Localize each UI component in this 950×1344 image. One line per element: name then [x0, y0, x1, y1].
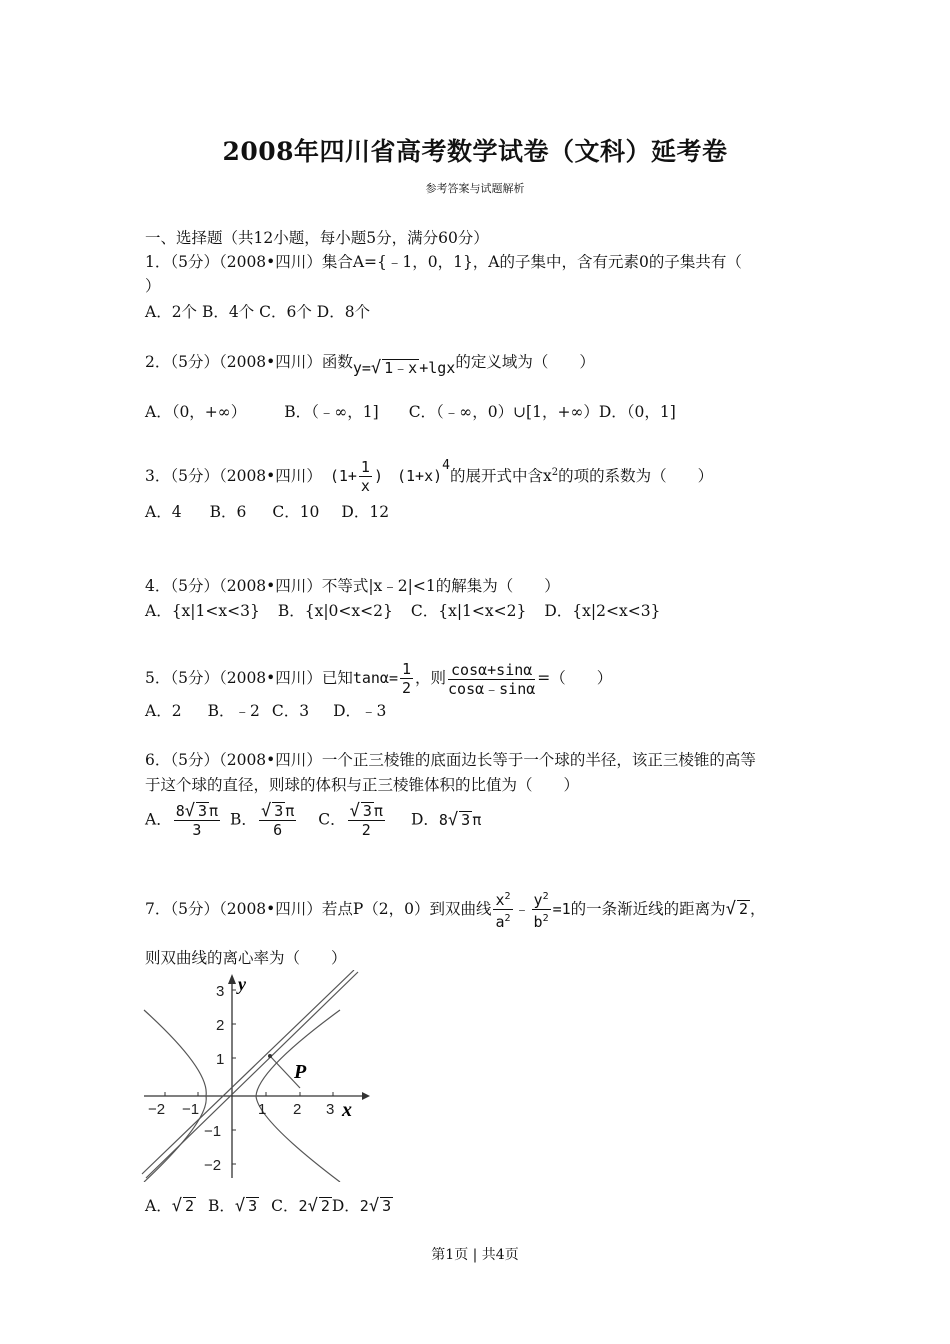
q3-formula	[329, 458, 450, 495]
q7-options	[145, 1196, 393, 1216]
q3-option-b: B．6	[209, 503, 247, 521]
sqrt-symbol: √	[260, 801, 272, 821]
q2-option-a: A．（0，+∞）	[145, 403, 247, 421]
x-tick-label: 3	[326, 1101, 335, 1118]
q7-stem	[145, 888, 765, 931]
q5-tan-denominator: 2	[401, 679, 412, 697]
q7-a-radicand: 2	[184, 1197, 194, 1215]
q4-stem: 4．（5分）（2008•四川）不等式|x﹣2|<1的解集为（ ）	[145, 577, 560, 595]
q6-option-d-label: D．	[410, 810, 439, 829]
q6-c-radicand: 3	[362, 802, 372, 820]
q7-d-coef: 2	[359, 1197, 369, 1215]
q6-option-a	[174, 802, 220, 839]
q7-stem-line2: 则双曲线的离心率为（ ）	[145, 949, 347, 967]
q7-option-d-label: D．	[331, 1197, 360, 1215]
y-tick-label: −1	[204, 1123, 222, 1140]
q5-stem	[145, 660, 612, 698]
q3-exponent: 4	[442, 458, 450, 473]
x-tick-label: −2	[148, 1101, 166, 1118]
q6-a-radicand: 3	[197, 802, 208, 820]
q3-f2: (1+x)	[396, 467, 443, 485]
q6-d-radicand: 3	[461, 810, 471, 829]
q7-comma: ，	[749, 900, 766, 918]
q5-fraction	[448, 661, 535, 698]
q6-a-pi: π	[209, 802, 219, 820]
q3-suffix-a: 的展开式中含x	[449, 467, 552, 485]
q6-a-coef: 8	[175, 802, 185, 820]
q6-c-denominator: 2	[361, 821, 371, 839]
q3-f1-open: (1+	[329, 467, 357, 485]
q2-option-c: C．（﹣∞，0）∪[1，+∞）	[408, 403, 599, 421]
q7-x-sq: 2	[504, 891, 511, 902]
q6-option-d	[439, 811, 481, 829]
q3-suffix-exp: 2	[551, 466, 559, 478]
q6-stem-line1: 6．（5分）（2008•四川）一个正三棱锥的底面边长等于一个球的半径，该正三棱锥的高等	[145, 751, 756, 769]
q7-d-radicand: 3	[382, 1197, 392, 1215]
q6-c-pi: π	[373, 802, 383, 820]
q7-c-radicand: 2	[320, 1197, 330, 1215]
hyperbola-figure	[140, 970, 370, 1182]
q7-b: b	[533, 913, 543, 931]
q2-stem	[145, 352, 595, 378]
page-subtitle: 参考答案与试题解析	[425, 182, 525, 195]
q6-option-c	[348, 802, 385, 839]
q2-option-b: B．（﹣∞，1]	[284, 403, 379, 421]
q6-d-coef: 8	[438, 810, 448, 829]
q5-option-d: D．﹣3	[333, 702, 387, 720]
q7-x-num: x	[495, 891, 505, 909]
x-tick-label: 2	[293, 1101, 302, 1118]
q7-b-radicand: 3	[248, 1197, 258, 1215]
q6-b-denominator: 6	[273, 821, 283, 839]
q2-option-d: D．（0，1]	[598, 403, 676, 421]
q5-option-b: B．﹣2	[207, 702, 260, 720]
q7-distance-radicand: 2	[738, 900, 748, 918]
q6-option-a-label: A．	[145, 810, 172, 829]
q6-option-c-label: C．	[318, 810, 346, 829]
q4-options	[145, 601, 660, 621]
q3-f1-close: )	[373, 467, 383, 485]
x-tick-label: −1	[182, 1101, 200, 1118]
q3-option-d: D．12	[341, 503, 390, 521]
y-tick-label: 1	[216, 1051, 225, 1068]
sqrt-symbol: √	[370, 358, 382, 378]
q3-options	[145, 502, 389, 522]
q2-formula-left: y=	[352, 359, 371, 377]
q5-tan-numerator: 1	[401, 660, 412, 678]
foot-point	[268, 1054, 272, 1058]
q2-suffix: 的定义域为（ ）	[455, 353, 595, 371]
q3-f1-denominator: x	[360, 477, 370, 495]
q5-option-c: C．3	[271, 702, 310, 720]
y-axis-label: y	[238, 974, 246, 994]
q2-options	[145, 402, 676, 422]
x-axis-arrow	[362, 1092, 370, 1100]
q3-prefix: 3．（5分）（2008•四川）	[145, 467, 322, 485]
q2-formula	[353, 359, 456, 377]
q3-option-a: A．4	[145, 503, 182, 521]
q3-stem	[145, 458, 713, 495]
q7-minus: ﹣	[514, 900, 530, 918]
page-title: 2008年四川省高考数学试卷（文科）延考卷	[222, 137, 728, 166]
q7-prefix: 7．（5分）（2008•四川）若点P（2，0）到双曲线	[145, 900, 492, 918]
q7-option-a	[172, 1197, 196, 1215]
q7-option-a-label: A．	[145, 1197, 172, 1215]
axis-ticks	[165, 990, 333, 1164]
y-tick-label: −2	[204, 1157, 222, 1174]
q6-stem-line2: 于这个球的直径，则球的体积与正三棱锥体积的比值为（ ）	[145, 776, 580, 794]
section-heading: 一、选择题（共12小题，每小题5分，满分60分）	[145, 229, 489, 247]
q4-option-b: B．{x|0<x<2}	[277, 602, 393, 620]
sqrt-symbol: √	[368, 1196, 380, 1216]
q3-option-c: C．10	[272, 503, 320, 521]
q2-radicand: 1﹣x	[384, 359, 418, 377]
q7-a: a	[495, 913, 505, 931]
sqrt-symbol: √	[725, 899, 736, 919]
q7-option-c	[299, 1197, 332, 1215]
sqrt-symbol: √	[447, 809, 459, 830]
q2-prefix: 2．（5分）（2008•四川）函数	[145, 353, 353, 371]
q7-c-coef: 2	[298, 1197, 308, 1215]
q7-option-b-label: B．	[207, 1197, 235, 1215]
page-footer: 第1页 | 共4页	[431, 1247, 519, 1263]
q4-option-c: C．{x|1<x<2}	[410, 602, 527, 620]
x-tick-label: 1	[258, 1101, 267, 1118]
q7-y-num: y	[533, 891, 543, 909]
q6-option-b	[259, 802, 296, 839]
q1-stem: 1．（5分）（2008•四川）集合A={﹣1，0，1}，A的子集中，含有元素0的子集共有（	[145, 253, 742, 271]
q1-stem-close: ）	[145, 277, 161, 295]
sqrt-symbol: √	[307, 1196, 318, 1216]
y-axis-arrow	[228, 974, 236, 984]
q7-hyperbola	[491, 891, 571, 931]
q2-formula-right: +lgx	[419, 359, 456, 377]
q5-tan	[352, 660, 415, 697]
q5-suffix: =（ ）	[537, 669, 613, 687]
q4-option-d: D．{x|2<x<3}	[544, 602, 661, 620]
y-tick-label: 3	[216, 983, 225, 1000]
q5-denominator: cosα﹣sinα	[448, 679, 536, 698]
q6-d-pi: π	[472, 810, 482, 829]
sqrt-symbol: √	[234, 1196, 246, 1216]
q7-y-sq: 2	[542, 891, 549, 902]
q6-b-pi: π	[285, 802, 295, 820]
q4-option-a: A．{x|1<x<3}	[145, 602, 260, 620]
q7-option-d	[360, 1197, 393, 1215]
q3-suffix-b: 的项的系数为（ ）	[558, 467, 714, 485]
q5-tan-label: tanα=	[352, 669, 398, 687]
q7-option-c-label: C．	[271, 1197, 299, 1215]
point-label: P	[294, 1061, 307, 1083]
q7-option-b	[235, 1197, 259, 1215]
q5-option-a: A．2	[145, 702, 182, 720]
q1-options: A．2个 B．4个 C．6个 D．8个	[145, 303, 371, 321]
sqrt-symbol: √	[171, 1196, 182, 1216]
q5-prefix: 5．（5分）（2008•四川）已知	[145, 669, 353, 687]
q6-option-b-label: B．	[230, 810, 257, 829]
q3-f1-numerator: 1	[360, 458, 370, 476]
q7-a-sq: 2	[504, 913, 511, 924]
y-tick-label: 2	[216, 1017, 225, 1034]
q5-numerator: cosα+sinα	[448, 661, 535, 680]
q6-b-radicand: 3	[274, 802, 284, 820]
q7-b-sq: 2	[542, 913, 549, 924]
q6-options	[145, 802, 481, 839]
sqrt-symbol: √	[349, 801, 360, 821]
q5-options	[145, 701, 386, 721]
q7-eq: =1	[552, 900, 571, 918]
sqrt-symbol: √	[184, 801, 195, 821]
x-axis-label: x	[342, 1099, 352, 1121]
q7-mid: 的一条渐近线的距离为	[570, 900, 726, 918]
q5-mid: ，则	[415, 669, 447, 687]
asymptote-2	[142, 970, 354, 1174]
q6-a-denominator: 3	[192, 821, 202, 839]
